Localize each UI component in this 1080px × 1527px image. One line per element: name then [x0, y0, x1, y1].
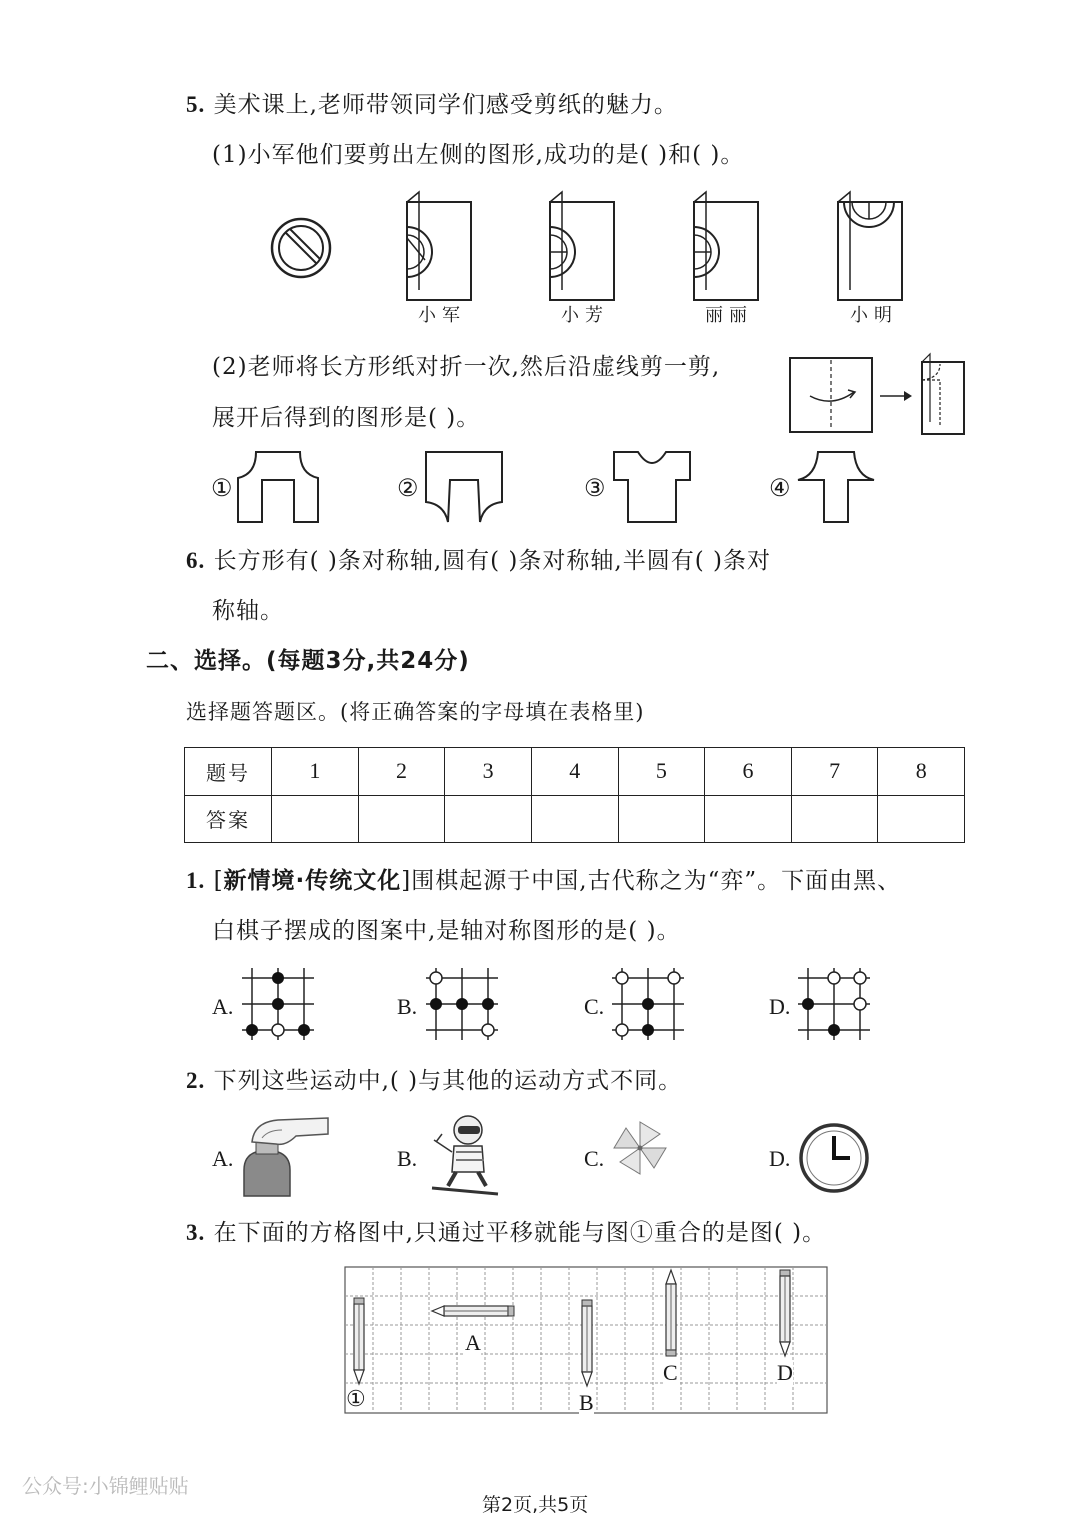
grid-label-b: B [579, 1390, 594, 1415]
answer-table-answer-row [185, 795, 965, 843]
shape-option-2 [424, 450, 504, 524]
q5-part1: (1)小军他们要剪出左侧的图形,成功的是( )和( )。 [212, 142, 745, 168]
q6-number: 6. [186, 548, 206, 573]
go-pattern-b [424, 968, 500, 1040]
shape-option-4 [796, 450, 876, 524]
table-number-2: 2 [358, 748, 445, 796]
shape-option-3 [612, 450, 692, 524]
bottle-cap-twist-image [238, 1112, 330, 1196]
pencil-figure-a [430, 1304, 516, 1318]
table-number-5: 5 [618, 748, 705, 796]
c1-option-a-label: A. [212, 994, 234, 1019]
c3-line [186, 1218, 826, 1248]
shape-option-3-label: ③ [584, 476, 606, 502]
go-pattern-a [240, 968, 316, 1040]
q5-part2-line1: (2)老师将长方形纸对折一次,然后沿虚线剪一剪, [212, 354, 721, 380]
table-number-3: 3 [445, 748, 532, 796]
table-header-number: 题号 [185, 748, 272, 796]
c1-option-b-label: B. [397, 994, 418, 1019]
folded-paper-xiaoming [836, 190, 906, 302]
shape-option-1 [236, 450, 320, 524]
c1-option-d-label: D. [769, 994, 791, 1019]
c2-text: 下列这些运动中,( )与其他的运动方式不同。 [213, 1068, 683, 1094]
name-xiaojun: 小军 [418, 305, 466, 326]
grid-label-d: D [777, 1360, 793, 1385]
q6-text-line1: 长方形有( )条对称轴,圆有( )条对称轴,半圆有( )条对 [213, 548, 771, 574]
table-number-7: 7 [791, 748, 878, 796]
skier-image [430, 1112, 500, 1198]
q6-line1 [186, 546, 771, 576]
grid-label-a: A [465, 1330, 481, 1355]
answer-cell-4[interactable] [531, 795, 618, 843]
name-xiaofang: 小芳 [561, 305, 609, 326]
pencil-figure-d [778, 1268, 792, 1358]
answer-table-number-row [185, 748, 965, 796]
table-header-answer: 答案 [185, 795, 272, 843]
c1-line2: 白棋子摆成的图案中,是轴对称图形的是( )。 [212, 918, 681, 944]
q5-number: 5. [186, 92, 206, 117]
c1-tag-close: ] [401, 868, 412, 894]
pencil-figure-1 [352, 1296, 366, 1386]
c2-option-a-label: A. [212, 1146, 234, 1171]
name-xiaoming: 小明 [850, 305, 898, 326]
c3-number: 3. [186, 1220, 206, 1245]
c2-option-b-label: B. [397, 1146, 418, 1171]
shape-option-4-label: ④ [769, 476, 791, 502]
go-pattern-c [610, 968, 686, 1040]
c2-line [186, 1066, 682, 1096]
c1-option-c-label: C. [584, 994, 605, 1019]
folded-paper-xiaofang [548, 190, 618, 302]
fold-diagram [788, 352, 968, 436]
target-circle-figure [268, 215, 334, 281]
q6-line2: 称轴。 [212, 598, 284, 624]
q5-title [186, 90, 678, 120]
answer-table [184, 747, 965, 843]
pencil-figure-b [580, 1298, 594, 1388]
q5-title-text: 美术课上,老师带领同学们感受剪纸的魅力。 [213, 92, 678, 118]
clock-icon [798, 1122, 870, 1194]
table-number-4: 4 [531, 748, 618, 796]
answer-cell-7[interactable] [791, 795, 878, 843]
table-number-1: 1 [272, 748, 359, 796]
c2-option-d-label: D. [769, 1146, 791, 1171]
answer-cell-3[interactable] [445, 795, 532, 843]
shape-option-1-label: ① [211, 476, 233, 502]
go-pattern-d [796, 968, 872, 1040]
pencil-figure-c [664, 1268, 678, 1358]
q5-part2-line2: 展开后得到的图形是( )。 [212, 405, 481, 431]
answer-cell-2[interactable] [358, 795, 445, 843]
folded-paper-xiaojun [405, 190, 475, 302]
name-lili: 丽丽 [705, 305, 753, 326]
section2-heading: 二、选择。(每题3分,共24分) [146, 648, 470, 674]
c1-number: 1. [186, 868, 206, 893]
table-number-8: 8 [878, 748, 965, 796]
answer-cell-5[interactable] [618, 795, 705, 843]
table-number-6: 6 [705, 748, 792, 796]
c1-tag-open: [ [213, 868, 224, 894]
grid-label-1: ① [346, 1386, 366, 1411]
c1-line1 [186, 866, 901, 896]
grid-label-c: C [663, 1360, 678, 1385]
c1-tag: 新情境·传统文化 [223, 868, 402, 894]
pinwheel-image [612, 1120, 668, 1176]
c2-option-c-label: C. [584, 1146, 605, 1171]
c3-text: 在下面的方格图中,只通过平移就能与图①重合的是图( )。 [213, 1220, 827, 1246]
page-number: 第2页,共5页 [482, 1494, 589, 1516]
answer-cell-8[interactable] [878, 795, 965, 843]
shape-option-2-label: ② [397, 476, 419, 502]
c1-text-line1: 围棋起源于中国,古代称之为“弈”。下面由黑、 [411, 868, 902, 894]
folded-paper-lili [692, 190, 762, 302]
answer-cell-6[interactable] [705, 795, 792, 843]
section2-instructions: 选择题答题区。(将正确答案的字母填在表格里) [186, 700, 645, 724]
watermark: 公众号:小锦鲤贴贴 [22, 1474, 189, 1498]
answer-cell-1[interactable] [272, 795, 359, 843]
c2-number: 2. [186, 1068, 206, 1093]
